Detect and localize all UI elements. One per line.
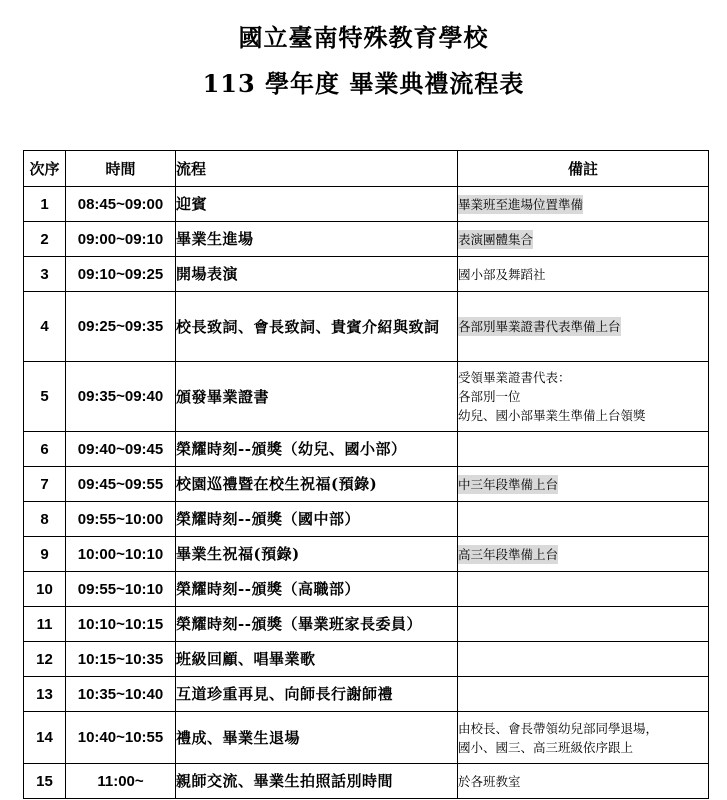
row-flow-text: 畢業生進場 bbox=[176, 230, 254, 248]
row-flow-text: 榮耀時刻--頒獎（高職部） bbox=[176, 580, 360, 598]
table-row bbox=[24, 292, 709, 362]
row-note bbox=[458, 292, 709, 362]
row-note bbox=[458, 764, 709, 799]
table-row bbox=[24, 764, 709, 799]
row-flow bbox=[176, 642, 458, 677]
row-order: 10 bbox=[24, 572, 66, 607]
row-time: 10:10~10:15 bbox=[66, 607, 176, 642]
row-order: 6 bbox=[24, 432, 66, 467]
row-note-line: 畢業班至進場位置準備 bbox=[458, 196, 584, 212]
row-time: 10:40~10:55 bbox=[66, 712, 176, 764]
table-row bbox=[24, 362, 709, 432]
row-time: 09:40~09:45 bbox=[66, 432, 176, 467]
row-flow bbox=[176, 292, 458, 362]
row-time: 08:45~09:00 bbox=[66, 187, 176, 222]
row-note bbox=[458, 642, 709, 677]
row-flow bbox=[176, 222, 458, 257]
row-order: 12 bbox=[24, 642, 66, 677]
row-note-line: 國小、國三、高三班級依序跟上 bbox=[458, 739, 634, 755]
header-note: 備註 bbox=[458, 151, 709, 187]
row-flow bbox=[176, 712, 458, 764]
row-note bbox=[458, 502, 709, 537]
row-note-line: 表演團體集合 bbox=[458, 231, 534, 247]
document-title: 國立臺南特殊教育學校 bbox=[238, 23, 489, 52]
row-time: 09:35~09:40 bbox=[66, 362, 176, 432]
row-note bbox=[458, 537, 709, 572]
row-note-line: 國小部及舞蹈社 bbox=[458, 266, 546, 282]
row-order: 7 bbox=[24, 467, 66, 502]
row-flow-text: 榮耀時刻--頒獎（幼兒、國小部） bbox=[176, 440, 407, 458]
row-note-line: 高三年段準備上台 bbox=[458, 546, 559, 562]
row-note-line: 幼兒、國小部畢業生準備上台領獎 bbox=[458, 408, 646, 423]
table-row bbox=[24, 432, 709, 467]
row-flow-text: 頒發畢業證書 bbox=[176, 387, 270, 406]
row-note bbox=[458, 257, 709, 292]
row-time: 09:00~09:10 bbox=[66, 222, 176, 257]
table-row bbox=[24, 607, 709, 642]
row-flow-text: 開場表演 bbox=[176, 265, 239, 283]
row-flow bbox=[176, 467, 458, 502]
row-order: 11 bbox=[24, 607, 66, 642]
table-row bbox=[24, 642, 709, 677]
table-row bbox=[24, 257, 709, 292]
row-order: 2 bbox=[24, 222, 66, 257]
row-order: 4 bbox=[24, 292, 66, 362]
row-note bbox=[458, 572, 709, 607]
row-flow bbox=[176, 362, 458, 432]
row-note bbox=[458, 467, 709, 502]
row-note bbox=[458, 362, 709, 432]
table-row bbox=[24, 502, 709, 537]
row-flow-text: 親師交流、畢業生拍照話別時間 bbox=[176, 772, 394, 790]
row-note bbox=[458, 222, 709, 257]
row-flow bbox=[176, 432, 458, 467]
row-time: 09:55~10:10 bbox=[66, 572, 176, 607]
schedule-table bbox=[23, 150, 709, 799]
row-time: 09:55~10:00 bbox=[66, 502, 176, 537]
row-note-line: 各部別一位 bbox=[458, 389, 521, 404]
row-flow bbox=[176, 764, 458, 799]
table-row bbox=[24, 187, 709, 222]
row-note bbox=[458, 607, 709, 642]
row-flow-text: 班級回顧、唱畢業歌 bbox=[176, 650, 316, 668]
row-flow-text: 榮耀時刻--頒獎（畢業班家長委員） bbox=[176, 615, 422, 633]
row-note bbox=[458, 187, 709, 222]
row-time: 09:25~09:35 bbox=[66, 292, 176, 362]
header-time: 時間 bbox=[66, 151, 176, 187]
row-time: 09:10~09:25 bbox=[66, 257, 176, 292]
row-flow-text: 互道珍重再見、向師長行謝師禮 bbox=[176, 685, 394, 703]
row-flow bbox=[176, 607, 458, 642]
row-order: 5 bbox=[24, 362, 66, 432]
row-flow-text: 禮成、畢業生退場 bbox=[176, 728, 301, 747]
table-row bbox=[24, 537, 709, 572]
row-note-line: 各部別畢業證書代表準備上台 bbox=[458, 319, 621, 334]
row-order: 13 bbox=[24, 677, 66, 712]
row-time: 10:35~10:40 bbox=[66, 677, 176, 712]
row-order: 1 bbox=[24, 187, 66, 222]
row-time: 10:00~10:10 bbox=[66, 537, 176, 572]
row-flow bbox=[176, 502, 458, 537]
row-flow bbox=[176, 572, 458, 607]
row-flow bbox=[176, 257, 458, 292]
table-row bbox=[24, 467, 709, 502]
row-note bbox=[458, 432, 709, 467]
row-note-line: 中三年段準備上台 bbox=[458, 476, 559, 492]
row-note-line: 於各班教室 bbox=[458, 773, 521, 789]
row-note bbox=[458, 677, 709, 712]
table-header-row bbox=[24, 151, 709, 187]
row-note-line: 由校長、會長帶領幼兒部同學退場， bbox=[458, 720, 659, 736]
row-flow-text: 畢業生祝福(預錄) bbox=[176, 545, 300, 563]
row-time: 10:15~10:35 bbox=[66, 642, 176, 677]
table-row bbox=[24, 222, 709, 257]
table-row bbox=[24, 712, 709, 764]
row-order: 15 bbox=[24, 764, 66, 799]
row-time: 09:45~09:55 bbox=[66, 467, 176, 502]
row-time: 11:00~ bbox=[66, 764, 176, 799]
row-order: 9 bbox=[24, 537, 66, 572]
row-order: 14 bbox=[24, 712, 66, 764]
row-order: 3 bbox=[24, 257, 66, 292]
row-note bbox=[458, 712, 709, 764]
row-note-line: 受領畢業證書代表： bbox=[458, 370, 571, 385]
row-flow bbox=[176, 677, 458, 712]
row-flow-text: 校長致詞、會長致詞、貴賓介紹與致詞 bbox=[176, 317, 440, 336]
row-flow-text: 校園巡禮暨在校生祝福(預錄) bbox=[176, 475, 378, 493]
header-order: 次序 bbox=[24, 151, 66, 187]
table-row bbox=[24, 572, 709, 607]
row-flow bbox=[176, 187, 458, 222]
row-order: 8 bbox=[24, 502, 66, 537]
header-flow: 流程 bbox=[176, 151, 458, 187]
row-flow-text: 榮耀時刻--頒獎（國中部） bbox=[176, 510, 360, 528]
row-flow-text: 迎賓 bbox=[176, 195, 208, 213]
table-row bbox=[24, 677, 709, 712]
row-flow bbox=[176, 537, 458, 572]
document-subtitle: 113 學年度 畢業典禮流程表 bbox=[202, 69, 525, 98]
